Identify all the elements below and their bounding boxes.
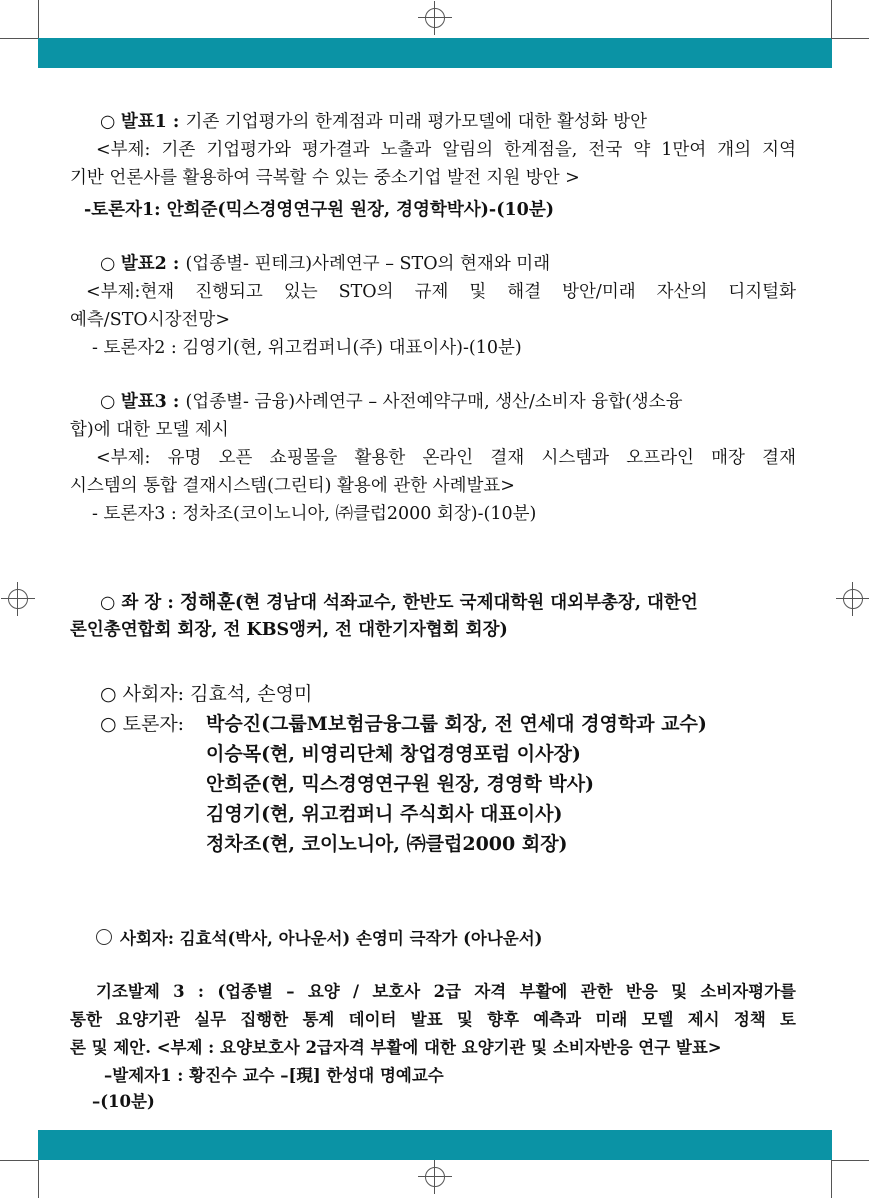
panelist-name: 김영기 (206, 803, 262, 825)
panelist-item (206, 740, 581, 768)
registration-mark-icon (843, 589, 863, 609)
registration-mark-icon (8, 589, 28, 609)
presentation-1-panelist: -토론자1: 안희준(믹스경영연구원 원장, 경영학박사)-(10분) (84, 200, 555, 220)
presentation-1-subtitle-cont: 기반 언론사를 활용하여 극복할 수 있는 중소기업 발전 지원 방안 > (70, 168, 580, 188)
registration-mark-icon (425, 1167, 445, 1187)
section2-host-line (96, 925, 542, 953)
presentation-label: 발표1 : (120, 112, 186, 132)
panelists-label: ○ 토론자: (100, 713, 185, 735)
hosts-names: 김효석, 손영미 (190, 683, 313, 705)
presentation-3-title-cont: 합)에 대한 모델 제시 (70, 420, 229, 440)
crop-mark (38, 1160, 39, 1198)
panelist-name: 안희준 (206, 773, 262, 795)
crop-mark (831, 38, 869, 39)
keynote-line-3: 론 및 제안. <부제 : 요양보호사 2급자격 부활에 대한 요양기관 및 소비자반응 연구 발표> (70, 1038, 722, 1057)
presentation-topic: (업종별- 금융)사례연구 – 사전예약구매, 생산/소비자 융합(생소융 (185, 392, 683, 412)
panelist-desc: (현, 비영리단체 창업경영포럼 이사장) (261, 743, 581, 765)
keynote-duration: –(10분) (92, 1092, 155, 1111)
crop-mark (831, 1160, 832, 1198)
panelist-item (206, 800, 562, 828)
presentation-1-subtitle: <부제: 기존 기업평가와 평가결과 노출과 알림의 한계점을, 전국 약 1만여 개의 지역 (96, 140, 796, 160)
presentation-3-subtitle-cont: 시스템의 통합 결재시스템(그린티) 활용에 관한 사례발표> (70, 476, 515, 496)
keynote-presenter: –발제자1 : 황진수 교수 –[現] 한성대 명예교수 (104, 1066, 444, 1085)
panelist-desc: (현, 코이노니아, ㈜클럽2000 회장) (261, 833, 568, 855)
presentation-3-title (100, 388, 683, 416)
panelist-desc: (현, 믹스경영연구원 원장, 경영학 박사) (261, 773, 595, 795)
section2-host-text: 사회자: 김효석(박사, 아나운서) 손영미 극작가 (아나운서) (120, 929, 543, 948)
chair-label: ○ 좌 장 : (100, 593, 180, 613)
chair-line-cont: 론인총연합회 회장, 전 KBS앵커, 전 대한기자협회 회장) (70, 620, 508, 640)
presentation-label: 발표2 : (120, 254, 186, 274)
panelist-item (206, 830, 568, 858)
bullet: ○ (100, 254, 121, 274)
presentation-2-subtitle: <부제:현재 진행되고 있는 STO의 규제 및 해결 방안/미래 자산의 디지털화 (86, 282, 796, 302)
registration-mark-icon (425, 8, 445, 28)
circle-bullet-icon (96, 929, 112, 945)
presentation-topic: (업종별- 핀테크)사례연구 – STO의 현재와 미래 (185, 254, 551, 274)
crop-mark (831, 1160, 869, 1161)
panelist-name: 박승진 (206, 713, 262, 735)
panelist-item (206, 710, 707, 738)
presentation-2-title (100, 250, 550, 278)
presentation-topic: 기존 기업평가의 한계점과 미래 평가모델에 대한 활성화 방안 (185, 112, 648, 132)
presentation-2-panelist: - 토론자2 : 김영기(현, 위고컴퍼니(주) 대표이사)-(10분) (92, 338, 522, 358)
panelist-item (206, 770, 594, 798)
crop-mark (0, 38, 38, 39)
keynote-line-2: 통한 요양기관 실무 집행한 통계 데이터 발표 및 향후 예측과 미래 모델 제시 정책 토 (70, 1010, 796, 1029)
keynote-line-1: 기조발제 3 : (업종별 – 요양 / 보호사 2급 자격 부활에 관한 반응 및 소비자평가를 (96, 982, 796, 1001)
top-color-band (38, 38, 832, 68)
hosts-label: ○ 사회자: (100, 683, 191, 705)
presentation-label: 발표3 : (120, 392, 186, 412)
presentation-3-panelist: - 토론자3 : 정차조(코이노니아, ㈜클럽2000 회장)-(10분) (92, 504, 537, 524)
bottom-color-band (38, 1130, 832, 1160)
crop-mark (831, 0, 832, 38)
bullet: ○ (100, 112, 121, 132)
panelist-desc: (그룹M보험금융그룹 회장, 전 연세대 경영학과 교수) (261, 713, 707, 735)
chair-line (100, 588, 698, 617)
panelist-name: 정차조 (206, 833, 262, 855)
presentation-2-subtitle-cont: 예측/STO시장전망> (70, 310, 230, 330)
crop-mark (38, 0, 39, 38)
chair-desc: (현 경남대 석좌교수, 한반도 국제대학원 대외부총장, 대한언 (234, 593, 698, 613)
presentation-1-title (100, 108, 647, 136)
bullet: ○ (100, 392, 121, 412)
chair-name: 정해훈 (179, 591, 235, 613)
presentation-3-subtitle: <부제: 유명 오픈 쇼핑몰을 활용한 온라인 결재 시스템과 오프라인 매장 결재 (96, 448, 796, 468)
crop-mark (0, 1160, 38, 1161)
panelist-name: 이승목 (206, 743, 262, 765)
hosts-line (100, 680, 312, 708)
panelist-desc: (현, 위고컴퍼니 주식회사 대표이사) (261, 803, 563, 825)
